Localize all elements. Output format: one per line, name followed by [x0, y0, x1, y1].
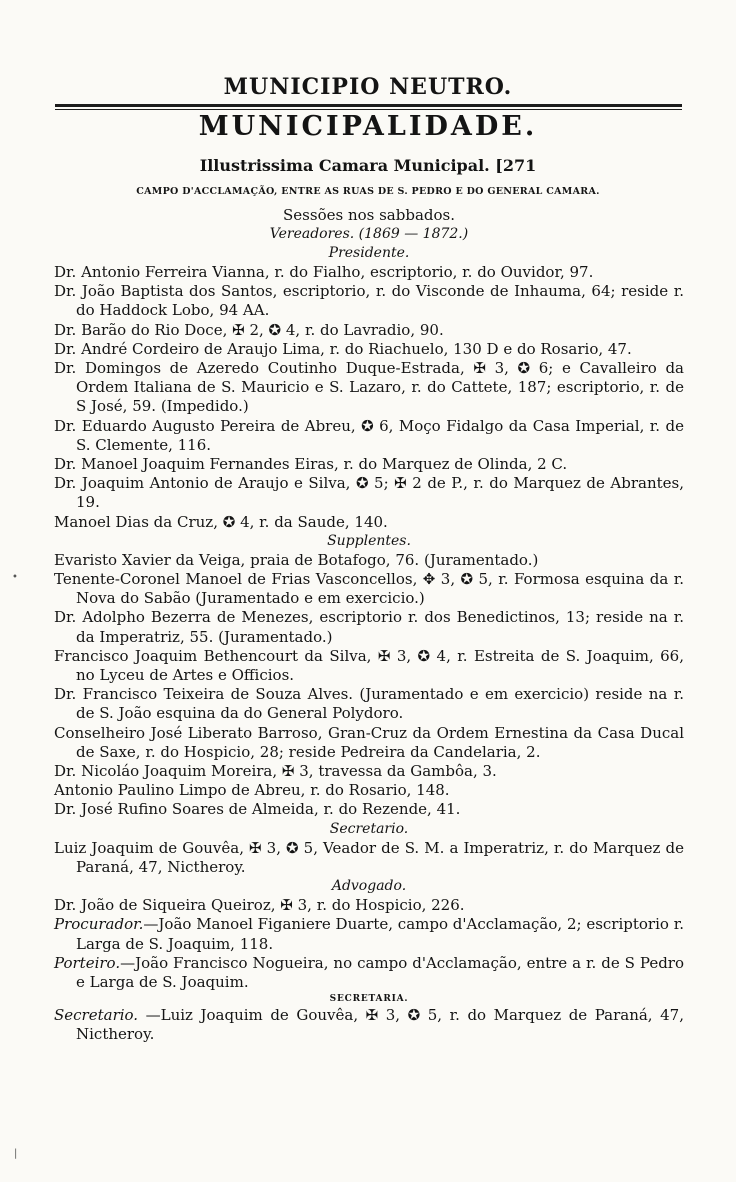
- procurador-label: Procurador.: [54, 915, 144, 934]
- entry-supplente: Antonio Paulino Limpo de Abreu, r. do Rosario, 148.: [54, 781, 450, 800]
- porteiro-label: Porteiro.: [54, 953, 121, 972]
- supplentes-label: Supplentes.: [327, 532, 411, 549]
- entry-vereador: Dr. Domingos de Azeredo Coutinho Duque-Estrada, ✠ 3, ✪ 6; e Cavalleiro da Ordem Italiana de S. Mauricio e S. Lazaro, r. do Cattete, 187; escriptorio, r. de S José, 59. (Impedido.): [54, 359, 684, 416]
- header-rule-thick: [55, 104, 682, 107]
- entry-procurador: [54, 915, 684, 953]
- council-heading: Illustrissima Camara Municipal. [271: [199, 156, 537, 175]
- entry-vereador: Dr. João Baptista dos Santos, escriptorio, r. do Visconde de Inhauma, 64; reside r. do Haddock Lobo, 94 AA.: [54, 282, 684, 320]
- margin-mark: •: [12, 572, 18, 583]
- procurador-text: —João Manoel Figaniere Duarte, campo d'Acclamação, 2; escriptorio r. Larga de S. Joaquim, 118.: [76, 915, 684, 953]
- entry-secretario: Luiz Joaquim de Gouvêa, ✠ 3, ✪ 5, Veador de S. M. a Imperatriz, r. do Marquez de Paraná, 47, Nictheroy.: [54, 838, 684, 876]
- directory-body: [54, 206, 684, 1045]
- entry-supplente: Evaristo Xavier da Veiga, praia de Botafogo, 76. (Juramentado.): [54, 550, 539, 569]
- entry-supplente: Dr. José Rufino Soares de Almeida, r. do Rezende, 41.: [54, 800, 461, 819]
- sessions-line: Sessões nos sabbados.: [283, 206, 455, 224]
- entry-supplente: Dr. Francisco Teixeira de Souza Alves. (Juramentado e em exercicio) reside na r. de S. João esquina da do General Polydoro.: [54, 685, 684, 723]
- entry-vereador: Dr. André Cordeiro de Araujo Lima, r. do Riachuelo, 130 D e do Rosario, 47.: [54, 339, 632, 358]
- secretaria-label: Secretario.: [54, 1006, 139, 1025]
- advogado-label: Advogado.: [331, 878, 407, 895]
- vereadores-heading: Vereadores. (1869 — 1872.): [269, 226, 469, 242]
- entry-supplente: Tenente-Coronel Manoel de Frias Vasconcellos, ✥ 3, ✪ 5, r. Formosa esquina da r. Nova do Sabão (Juramentado e em exercicio.): [54, 570, 684, 608]
- secretaria-heading: SECRETARIA.: [329, 994, 409, 1005]
- entry-supplente: Francisco Joaquim Bethencourt da Silva, ✠ 3, ✪ 4, r. Estreita de S. Joaquim, 66, no Lyceu de Artes e Officios.: [54, 646, 684, 685]
- entry-vereador: Dr. Barão do Rio Doce, ✠ 2, ✪ 4, r. do Lavradio, 90.: [54, 320, 444, 339]
- header-title: MUNICIPIO NEUTRO.: [223, 74, 513, 100]
- margin-mark: |: [14, 1148, 18, 1159]
- secretaria-text: —Luiz Joaquim de Gouvêa, ✠ 3, ✪ 5, r. do Marquez de Paraná, 47, Nictheroy.: [76, 1006, 684, 1044]
- header-rule-thin: [55, 109, 682, 110]
- entry-supplente: Dr. Nicoláo Joaquim Moreira, ✠ 3, travessa da Gambôa, 3.: [54, 762, 497, 781]
- entry-vereador: Dr. Eduardo Augusto Pereira de Abreu, ✪ 6, Moço Fidalgo da Casa Imperial, r. de S. Clemente, 116.: [54, 416, 684, 454]
- entry-vereador: Dr. Manoel Joaquim Fernandes Eiras, r. do Marquez de Olinda, 2 C.: [54, 455, 568, 474]
- porteiro-text: —João Francisco Nogueira, no campo d'Acclamação, entre a r. de S Pedro e Larga de S. Joaquim.: [76, 953, 684, 991]
- entry-vereador: Dr. Joaquim Antonio de Araujo e Silva, ✪ 5; ✠ 2 de P., r. do Marquez de Abrantes, 19.: [54, 474, 684, 512]
- entry-vereador: Manoel Dias da Cruz, ✪ 4, r. da Saude, 140.: [54, 512, 388, 531]
- entry-presidente: Dr. Antonio Ferreira Vianna, r. do Fialho, escriptorio, r. do Ouvidor, 97.: [54, 263, 594, 281]
- entry-porteiro: [54, 954, 684, 992]
- section-title: MUNICIPALIDADE.: [198, 111, 538, 142]
- entry-advogado: Dr. João de Siqueira Queiroz, ✠ 3, r. do Hospicio, 226.: [54, 896, 465, 915]
- entry-supplente: Conselheiro José Liberato Barroso, Gran-Cruz da Ordem Ernestina da Casa Ducal de Saxe, r. do Hospicio, 28; reside Pedreira da Candelaria, 2.: [54, 723, 684, 761]
- secretario-label: Secretario.: [329, 820, 409, 837]
- council-address: CAMPO D'ACCLAMAÇÃO, ENTRE AS RUAS DE S. PEDRO E DO GENERAL CAMARA.: [136, 186, 600, 197]
- presidente-label: Presidente.: [328, 245, 410, 261]
- entry-supplente: Dr. Adolpho Bezerra de Menezes, escriptorio r. dos Benedictinos, 13; reside na r. da Imperatriz, 55. (Juramentado.): [54, 608, 684, 646]
- entry-secretaria: [54, 1006, 684, 1044]
